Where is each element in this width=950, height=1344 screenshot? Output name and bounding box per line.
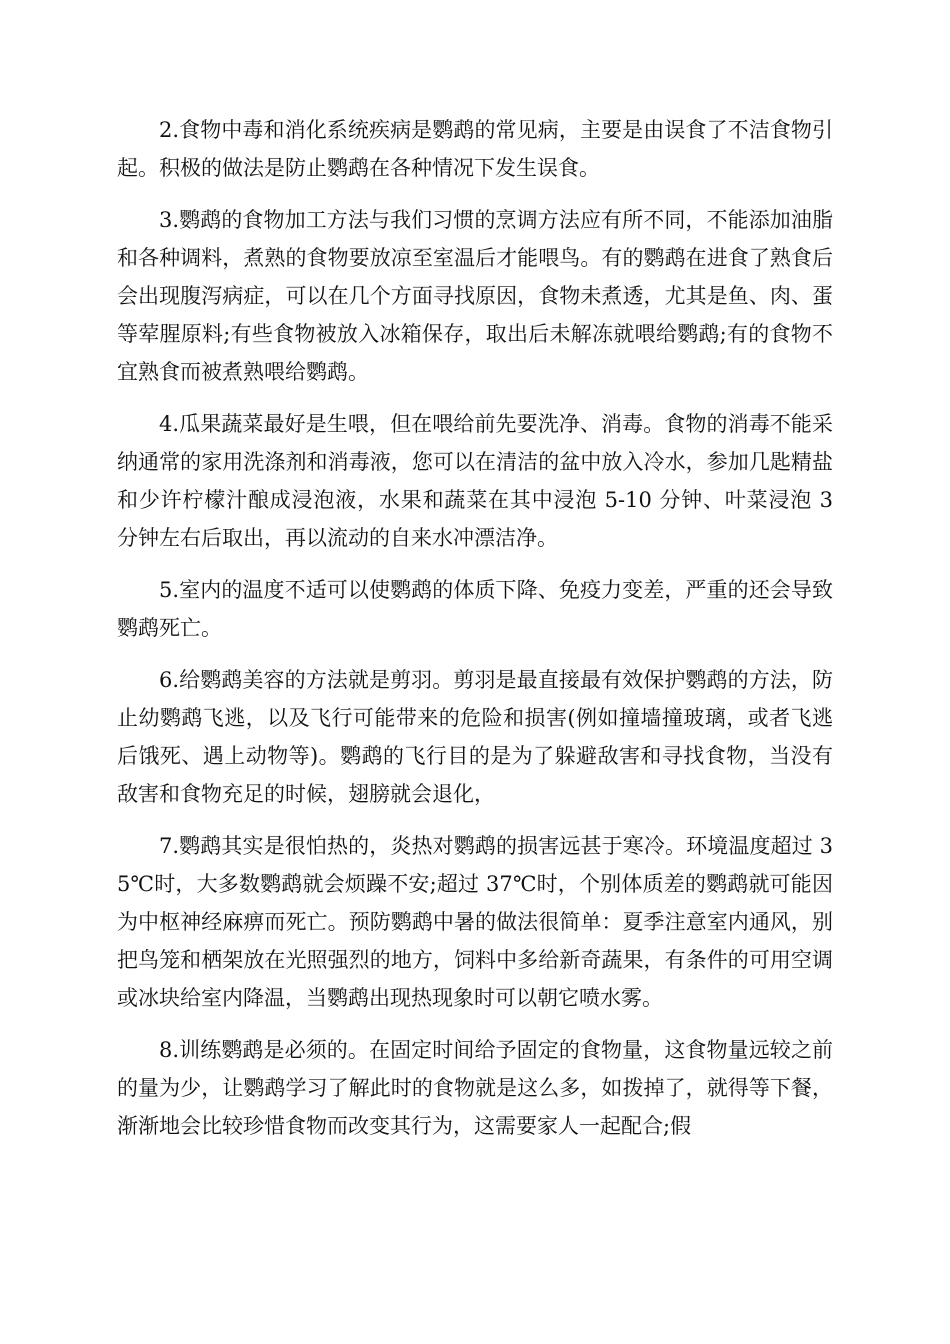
document-page [117, 111, 833, 1159]
paragraph-4: 4.瓜果蔬菜最好是生喂，但在喂给前先要洗净、消毒。食物的消毒不能采纳通常的家用洗涤剂和消毒液，您可以在清洁的盆中放入冷水，参加几匙精盐和少许柠檬汁酿成浸泡液，水果和蔬菜在其中浸泡 5-10 分钟、叶菜浸泡 3 分钟左右后取出，再以流动的自来水冲漂洁净。 [117, 412, 833, 550]
paragraph-6: 6.给鹦鹉美容的方法就是剪羽。剪羽是最直接最有效保护鹦鹉的方法，防止幼鹦鹉飞逃，以及飞行可能带来的危险和损害(例如撞墙撞玻璃，或者飞逃后饿死、遇上动物等)。鹦鹉的飞行目的是为了躲避敌害和寻找食物，当没有敌害和食物充足的时候，翅膀就会退化， [117, 668, 833, 806]
paragraph-2: 2.食物中毒和消化系统疾病是鹦鹉的常见病，主要是由误食了不洁食物引起。积极的做法是防止鹦鹉在各种情况下发生误食。 [117, 118, 833, 180]
paragraph-7: 7.鹦鹉其实是很怕热的，炎热对鹦鹉的损害远甚于寒冷。环境温度超过 35℃时，大多数鹦鹉就会烦躁不安;超过 37℃时，个别体质差的鹦鹉就可能因为中枢神经麻痹而死亡。预防鹦鹉中暑的做法很简单：夏季注意室内通风，别把鸟笼和栖架放在光照强烈的地方，饲料中多给新奇蔬果，有条件的可用空调或冰块给室内降温，当鹦鹉出现热现象时可以朝它喷水雾。 [117, 834, 833, 1010]
paragraph-8: 8.训练鹦鹉是必须的。在固定时间给予固定的食物量，这食物量远较之前的量为少，让鹦鹉学习了解此时的食物就是这么多，如拨掉了，就得等下餐，渐渐地会比较珍惜食物而改变其行为，这需要家人一起配合;假 [117, 1038, 833, 1138]
paragraph-5: 5.室内的温度不适可以使鹦鹉的体质下降、免疫力变差，严重的还会导致鹦鹉死亡。 [117, 578, 833, 640]
paragraph-3: 3.鹦鹉的食物加工方法与我们习惯的烹调方法应有所不同，不能添加油脂和各种调料，煮熟的食物要放凉至室温后才能喂鸟。有的鹦鹉在进食了熟食后会出现腹泻病症，可以在几个方面寻找原因，食物未煮透，尤其是鱼、肉、蛋等荤腥原料;有些食物被放入冰箱保存，取出后未解冻就喂给鹦鹉;有的食物不宜熟食而被煮熟喂给鹦鹉。 [117, 208, 833, 384]
